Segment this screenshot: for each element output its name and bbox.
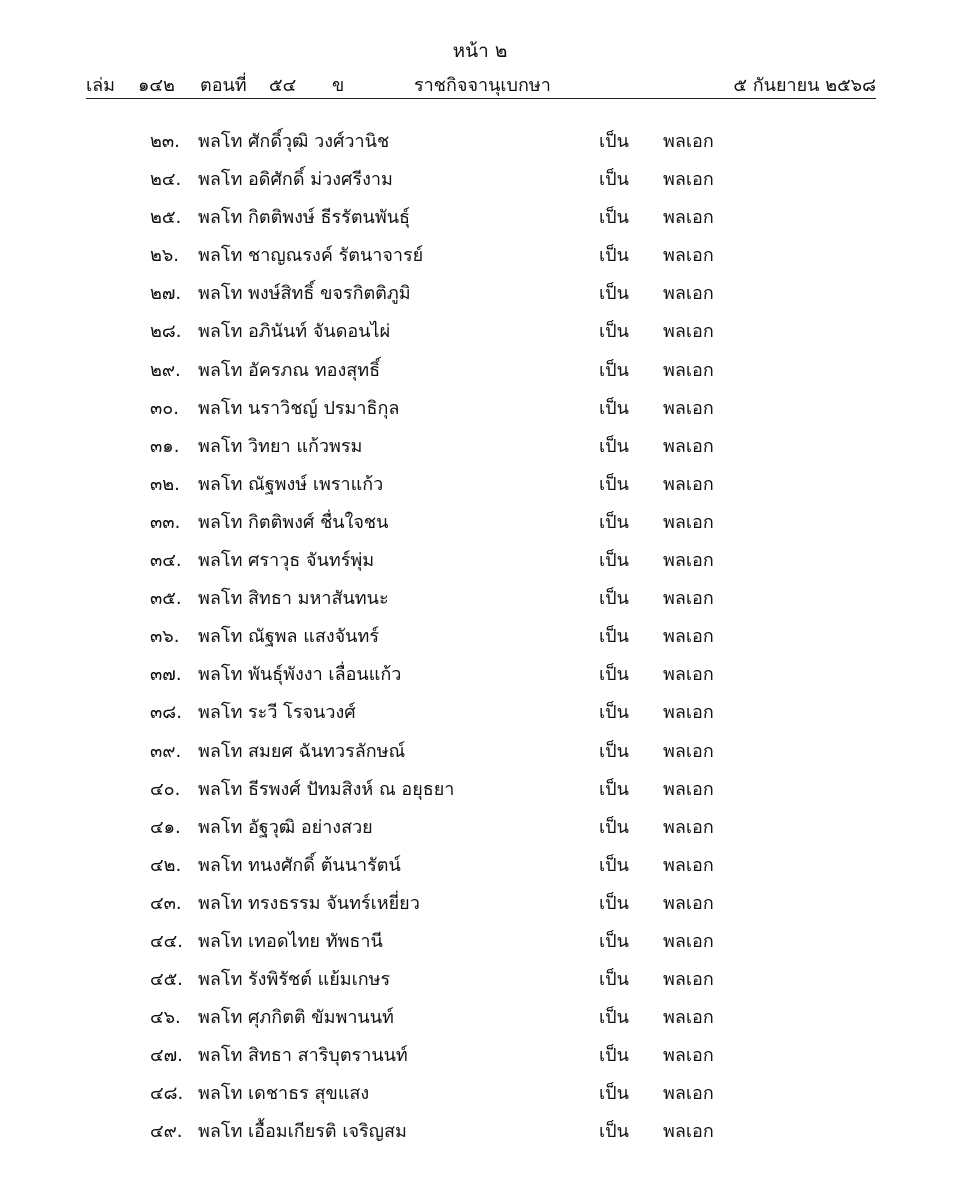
- list-item: [0, 996, 960, 1034]
- list-item: [0, 501, 960, 539]
- entry-number: ๒๕.: [150, 207, 182, 229]
- entry-new-rank: พลเอก: [663, 245, 714, 267]
- entry-new-rank: พลเอก: [663, 550, 714, 572]
- entry-as-label: เป็น: [599, 397, 629, 419]
- entry-current-rank: พลโท: [198, 321, 243, 343]
- list-item: [0, 1072, 960, 1110]
- entry-as-label: เป็น: [599, 169, 629, 191]
- promotion-list: [0, 120, 960, 1149]
- entry-name: ณัฐพล แสงจันทร์: [248, 626, 380, 648]
- entry-number: ๓๐.: [150, 397, 180, 419]
- entry-current-rank: พลโท: [198, 626, 243, 648]
- entry-current-rank: พลโท: [198, 1007, 243, 1029]
- entry-new-rank: พลเอก: [663, 588, 714, 610]
- entry-current-rank: พลโท: [198, 245, 243, 267]
- entry-new-rank: พลเอก: [663, 397, 714, 419]
- list-item: [0, 653, 960, 691]
- entry-new-rank: พลเอก: [663, 1083, 714, 1105]
- entry-number: ๔๙.: [150, 1121, 183, 1143]
- list-item: [0, 1110, 960, 1148]
- entry-new-rank: พลเอก: [663, 702, 714, 724]
- entry-new-rank: พลเอก: [663, 854, 714, 876]
- entry-as-label: เป็น: [599, 1083, 629, 1105]
- list-item: [0, 920, 960, 958]
- entry-number: ๓๘.: [150, 702, 182, 724]
- entry-number: ๓๙.: [150, 740, 182, 762]
- entry-current-rank: พลโท: [198, 359, 243, 381]
- entry-name: เดชาธร สุขแสง: [248, 1083, 370, 1105]
- entry-current-rank: พลโท: [198, 930, 243, 952]
- entry-current-rank: พลโท: [198, 473, 243, 495]
- list-item: [0, 463, 960, 501]
- list-item: [0, 882, 960, 920]
- entry-current-rank: พลโท: [198, 854, 243, 876]
- entry-new-rank: พลเอก: [663, 778, 714, 800]
- entry-number: ๔๕.: [150, 969, 183, 991]
- list-item: [0, 120, 960, 158]
- list-item: [0, 1034, 960, 1072]
- entry-new-rank: พลเอก: [663, 321, 714, 343]
- entry-number: ๔๐.: [150, 778, 181, 800]
- entry-name: ระวี โรจนวงศ์: [248, 702, 356, 724]
- entry-new-rank: พลเอก: [663, 131, 714, 152]
- entry-name: ชาญณรงค์ รัตนาจารย์: [248, 245, 424, 267]
- entry-name: ทนงศักดิ์ ต้นนารัตน์: [248, 854, 401, 876]
- entry-name: วิทยา แก้วพรม: [248, 435, 363, 457]
- entry-as-label: เป็น: [599, 626, 629, 648]
- entry-current-rank: พลโท: [198, 283, 243, 305]
- entry-name: อภินันท์ จันดอนไผ่: [248, 321, 391, 343]
- entry-number: ๓๑.: [150, 435, 180, 457]
- entry-current-rank: พลโท: [198, 702, 243, 724]
- entry-new-rank: พลเอก: [663, 930, 714, 952]
- entry-current-rank: พลโท: [198, 892, 243, 914]
- entry-name: ศราวุธ จันทร์พุ่ม: [248, 550, 375, 572]
- entry-as-label: เป็น: [599, 930, 629, 952]
- entry-number: ๔๗.: [150, 1045, 183, 1067]
- entry-as-label: เป็น: [599, 969, 629, 991]
- list-item: [0, 425, 960, 463]
- entry-number: ๒๓.: [150, 131, 180, 152]
- entry-new-rank: พลเอก: [663, 1007, 714, 1029]
- entry-name: อดิศักดิ์ ม่วงศรีงาม: [248, 169, 393, 191]
- entry-number: ๔๑.: [150, 816, 181, 838]
- entry-as-label: เป็น: [599, 511, 629, 533]
- entry-name: สิทธา มหาสันทนะ: [248, 588, 389, 610]
- entry-name: นราวิชญ์ ปรมาธิกุล: [248, 397, 400, 419]
- list-item: [0, 310, 960, 348]
- entry-number: ๔๔.: [150, 930, 183, 952]
- entry-new-rank: พลเอก: [663, 969, 714, 991]
- list-item: [0, 196, 960, 234]
- entry-current-rank: พลโท: [198, 207, 243, 229]
- entry-number: ๒๘.: [150, 321, 182, 343]
- entry-current-rank: พลโท: [198, 1083, 243, 1105]
- list-item: [0, 806, 960, 844]
- entry-current-rank: พลโท: [198, 169, 243, 191]
- list-item: [0, 615, 960, 653]
- list-item: [0, 730, 960, 768]
- entry-number: ๓๗.: [150, 664, 182, 686]
- entry-number: ๓๔.: [150, 550, 182, 572]
- entry-as-label: เป็น: [599, 245, 629, 267]
- entry-name: อัฐวุฒิ อย่างสวย: [248, 816, 373, 838]
- gazette-header: [86, 70, 876, 94]
- entry-name: เอื้อมเกียรติ เจริญสม: [248, 1121, 407, 1143]
- entry-name: เทอดไทย ทัพธานี: [248, 930, 383, 952]
- entry-as-label: เป็น: [599, 740, 629, 762]
- entry-as-label: เป็น: [599, 207, 629, 229]
- entry-number: ๓๖.: [150, 626, 180, 648]
- entry-as-label: เป็น: [599, 1007, 629, 1029]
- entry-as-label: เป็น: [599, 550, 629, 572]
- entry-number: ๔๒.: [150, 854, 182, 876]
- entry-number: ๔๘.: [150, 1083, 184, 1105]
- entry-as-label: เป็น: [599, 1045, 629, 1067]
- entry-name: รังพิรัชต์ แย้มเกษร: [248, 969, 391, 991]
- entry-name: พงษ์สิทธิ์ ขจรกิตติภูมิ: [248, 283, 411, 305]
- list-item: [0, 272, 960, 310]
- entry-number: ๓๕.: [150, 588, 182, 610]
- entry-current-rank: พลโท: [198, 1121, 243, 1143]
- journal-title: ราชกิจจานุเบกษา: [414, 75, 551, 96]
- entry-new-rank: พลเอก: [663, 359, 714, 381]
- entry-new-rank: พลเอก: [663, 473, 714, 495]
- list-item: [0, 691, 960, 729]
- entry-as-label: เป็น: [599, 664, 629, 686]
- entry-name: ณัฐพงษ์ เพราแก้ว: [248, 473, 384, 495]
- volume-number: ๑๔๒: [138, 75, 175, 96]
- entry-number: ๓๒.: [150, 473, 180, 495]
- list-item: [0, 768, 960, 806]
- entry-as-label: เป็น: [599, 702, 629, 724]
- entry-current-rank: พลโท: [198, 435, 243, 457]
- entry-as-label: เป็น: [599, 892, 629, 914]
- entry-current-rank: พลโท: [198, 397, 243, 419]
- entry-as-label: เป็น: [599, 1121, 629, 1143]
- entry-name: พันธุ์พังงา เลื่อนแก้ว: [248, 664, 402, 686]
- section-letter: ข: [332, 75, 345, 96]
- entry-number: ๔๓.: [150, 892, 182, 914]
- entry-current-rank: พลโท: [198, 550, 243, 572]
- volume-label: เล่ม: [86, 75, 116, 96]
- entry-name: กิตติพงษ์ ธีรรัตนพันธุ์: [248, 207, 410, 229]
- entry-name: ทรงธรรม จันทร์เหยี่ยว: [248, 892, 420, 914]
- entry-name: สมยศ ฉันทวรลักษณ์: [248, 740, 406, 762]
- entry-new-rank: พลเอก: [663, 207, 714, 229]
- entry-as-label: เป็น: [599, 321, 629, 343]
- header-divider: [86, 98, 876, 99]
- entry-as-label: เป็น: [599, 778, 629, 800]
- list-item: [0, 577, 960, 615]
- entry-new-rank: พลเอก: [663, 1045, 714, 1067]
- entry-as-label: เป็น: [599, 473, 629, 495]
- entry-number: ๒๔.: [150, 169, 182, 191]
- entry-current-rank: พลโท: [198, 969, 243, 991]
- entry-name: สิทธา สาริบุตรานนท์: [248, 1045, 408, 1067]
- entry-name: ศุภกิตติ ขัมพานนท์: [248, 1007, 394, 1029]
- entry-current-rank: พลโท: [198, 664, 243, 686]
- entry-new-rank: พลเอก: [663, 740, 714, 762]
- entry-number: ๒๗.: [150, 283, 182, 305]
- entry-current-rank: พลโท: [198, 588, 243, 610]
- entry-as-label: เป็น: [599, 816, 629, 838]
- entry-as-label: เป็น: [599, 283, 629, 305]
- entry-new-rank: พลเอก: [663, 283, 714, 305]
- entry-new-rank: พลเอก: [663, 435, 714, 457]
- issue-number: ๕๔: [269, 75, 297, 96]
- entry-as-label: เป็น: [599, 359, 629, 381]
- list-item: [0, 158, 960, 196]
- list-item: [0, 349, 960, 387]
- entry-new-rank: พลเอก: [663, 816, 714, 838]
- list-item: [0, 958, 960, 996]
- entry-name: กิตติพงศ์ ชื่นใจชน: [248, 511, 389, 533]
- entry-new-rank: พลเอก: [663, 511, 714, 533]
- entry-as-label: เป็น: [599, 131, 629, 152]
- entry-number: ๒๖.: [150, 245, 180, 267]
- entry-new-rank: พลเอก: [663, 169, 714, 191]
- entry-current-rank: พลโท: [198, 131, 243, 152]
- entry-as-label: เป็น: [599, 588, 629, 610]
- entry-current-rank: พลโท: [198, 1045, 243, 1067]
- entry-new-rank: พลเอก: [663, 664, 714, 686]
- list-item: [0, 387, 960, 425]
- entry-new-rank: พลเอก: [663, 892, 714, 914]
- publication-date: ๕ กันยายน ๒๕๖๘: [733, 75, 876, 96]
- entry-current-rank: พลโท: [198, 740, 243, 762]
- entry-new-rank: พลเอก: [663, 626, 714, 648]
- entry-current-rank: พลโท: [198, 816, 243, 838]
- entry-current-rank: พลโท: [198, 778, 243, 800]
- page-number: หน้า ๒: [452, 40, 508, 62]
- list-item: [0, 539, 960, 577]
- entry-number: ๔๖.: [150, 1007, 181, 1029]
- entry-current-rank: พลโท: [198, 511, 243, 533]
- issue-label: ตอนที่: [200, 75, 247, 96]
- entry-name: อัครภณ ทองสุทธิ์: [248, 359, 381, 381]
- list-item: [0, 844, 960, 882]
- entry-number: ๓๓.: [150, 511, 181, 533]
- entry-name: ศักดิ์วุฒิ วงศ์วานิช: [248, 131, 390, 152]
- entry-name: ธีรพงศ์ ปัทมสิงห์ ณ อยุธยา: [248, 778, 455, 800]
- entry-new-rank: พลเอก: [663, 1121, 714, 1143]
- entry-as-label: เป็น: [599, 435, 629, 457]
- list-item: [0, 234, 960, 272]
- entry-number: ๒๙.: [150, 359, 181, 381]
- entry-as-label: เป็น: [599, 854, 629, 876]
